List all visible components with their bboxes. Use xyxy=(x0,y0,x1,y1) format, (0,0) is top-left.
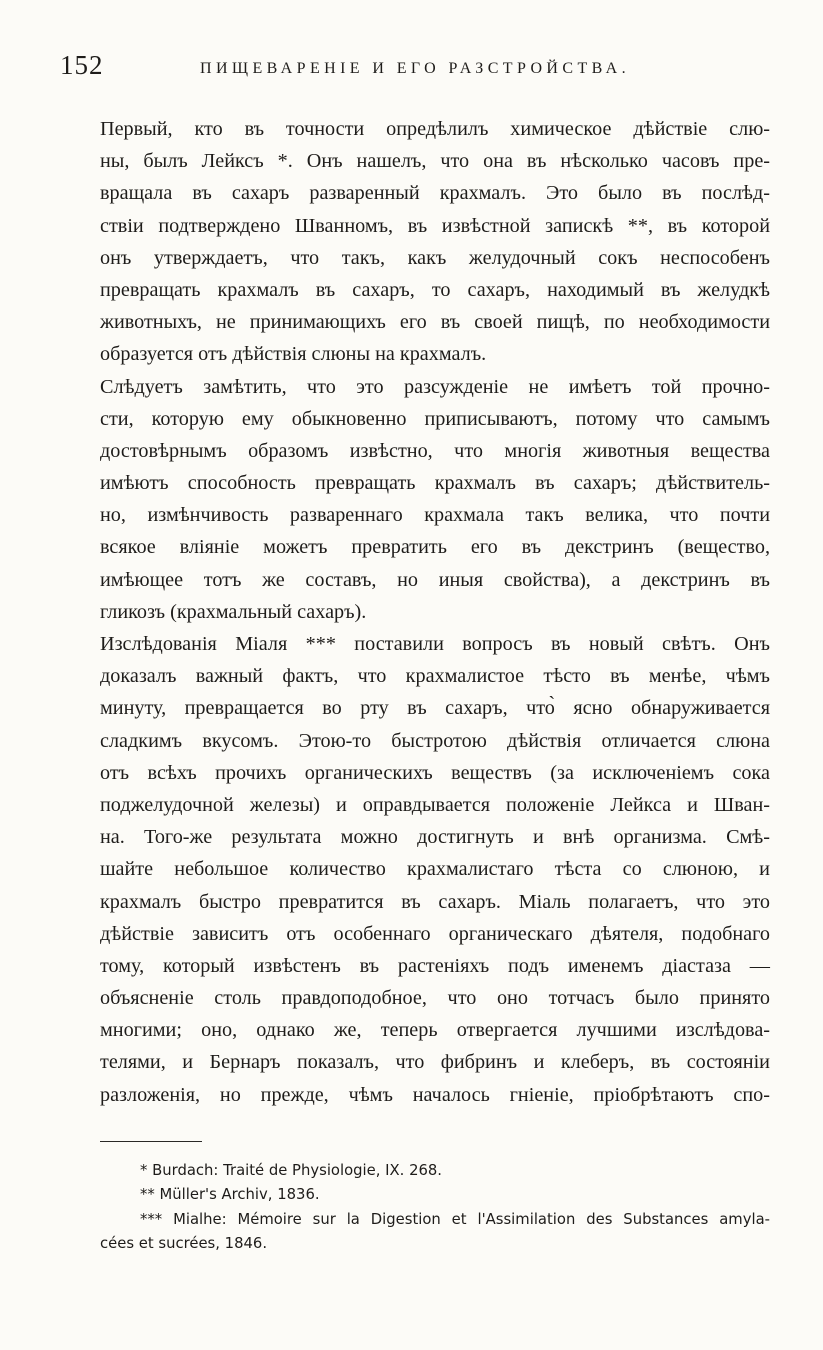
text-line: достовѣрнымъ образомъ извѣстно, что многія животныя вещества xyxy=(100,439,770,462)
text-line: Изслѣдованія Міаля *** поставили вопросъ въ новый свѣтъ. Онъ xyxy=(100,633,770,655)
paragraph xyxy=(100,113,770,371)
text-line: доказалъ важный фактъ, что крахмалистое тѣсто въ менѣе, чѣмъ xyxy=(100,665,770,688)
text-line: онъ утверждаетъ, что такъ, какъ желудочный сокъ неспособенъ xyxy=(100,246,770,269)
text-line: телями, и Бернаръ показалъ, что фибринъ и клеберъ, въ состояніи xyxy=(100,1051,770,1074)
text-line: отъ всѣхъ прочихъ органическихъ веществъ (за исключеніемъ сока xyxy=(100,761,770,784)
text-line: ствіи подтверждено Шванномъ, въ извѣстной запискѣ **, въ которой xyxy=(100,214,770,237)
text-line: поджелудочной железы) и оправдывается положеніе Лейкса и Шван- xyxy=(100,793,770,816)
page-number: 152 xyxy=(60,50,104,80)
footnote: ** Müller's Archiv, 1836. xyxy=(140,1186,320,1204)
text-line: имѣющее тотъ же составъ, но иныя свойства), а декстринъ въ xyxy=(100,568,770,591)
footnote-rule xyxy=(100,1141,202,1142)
text-line: крахмалъ быстро превратится въ сахаръ. Міаль полагаетъ, что это xyxy=(100,890,770,913)
footnote: * Burdach: Traité de Physiologie, IX. 268. xyxy=(140,1162,443,1179)
text-line: животныхъ, не принимающихъ его въ своей пищѣ, по необходимости xyxy=(100,311,770,334)
text-line: всякое вліяніе можетъ превратить его въ декстринъ (вещество, xyxy=(100,536,770,559)
paragraph xyxy=(100,628,770,1111)
footnote: *** Mialhe: Mémoire sur la Digestion et l'Assimilation des Substances amyla- xyxy=(140,1210,770,1228)
main-text xyxy=(100,113,770,1111)
text-line: Первый, кто въ точности опредѣлилъ химическое дѣйствіе слю- xyxy=(100,118,770,140)
footnotes xyxy=(100,1159,770,1257)
text-line: ны, былъ Лейксъ *. Онъ нашелъ, что она въ нѣсколько часовъ пре- xyxy=(100,150,770,173)
text-line: вращала въ сахаръ разваренный крахмалъ. Это было въ послѣд- xyxy=(100,182,770,205)
text-line: сладкимъ вкусомъ. Этою-то быстротою дѣйствія отличается слюна xyxy=(100,729,770,752)
text-line: многими; оно, однако же, теперь отвергается лучшими изслѣдова- xyxy=(100,1019,770,1042)
text-line: дѣйствіе зависитъ отъ особеннаго органическаго дѣятеля, подобнаго xyxy=(100,922,770,945)
text-line: Слѣдуетъ замѣтить, что это разсужденіе не имѣетъ той прочно- xyxy=(100,375,770,398)
text-line: минуту, превращается во рту въ сахаръ, что̀ ясно обнаруживается xyxy=(100,697,770,720)
text-line: образуется отъ дѣйствія слюны на крахмалъ. xyxy=(100,343,487,366)
footnote-continuation: cées et sucrées, 1846. xyxy=(100,1235,268,1253)
running-title: ПИЩЕВАРЕНІЕ И ЕГО РАЗСТРОЙСТВА. xyxy=(200,60,631,77)
text-line: сти, которую ему обыкновенно приписываютъ, потому что самымъ xyxy=(100,407,770,430)
text-line: тому, который извѣстенъ въ растеніяхъ подъ именемъ діастаза — xyxy=(100,954,770,977)
text-line: имѣютъ способность превращать крахмалъ въ сахаръ; дѣйствитель- xyxy=(100,472,770,495)
text-line: гликозъ (крахмальный сахаръ). xyxy=(100,600,367,623)
text-line: превращать крахмалъ въ сахаръ, то сахаръ, находимый въ желудкѣ xyxy=(100,278,770,301)
text-line: шайте небольшое количество крахмалистаго тѣста со слюною, и xyxy=(100,858,770,881)
text-line: разложенія, но прежде, чѣмъ началось гніеніе, пріобрѣтаютъ спо- xyxy=(100,1083,770,1106)
paragraph xyxy=(100,371,770,629)
text-line: на. Того-же результата можно достигнуть и внѣ организма. Смѣ- xyxy=(100,826,770,849)
text-line: но, измѣнчивость развареннаго крахмала такъ велика, что почти xyxy=(100,504,770,527)
text-line: объясненіе столь правдоподобное, что оно тотчасъ было принято xyxy=(100,987,770,1010)
